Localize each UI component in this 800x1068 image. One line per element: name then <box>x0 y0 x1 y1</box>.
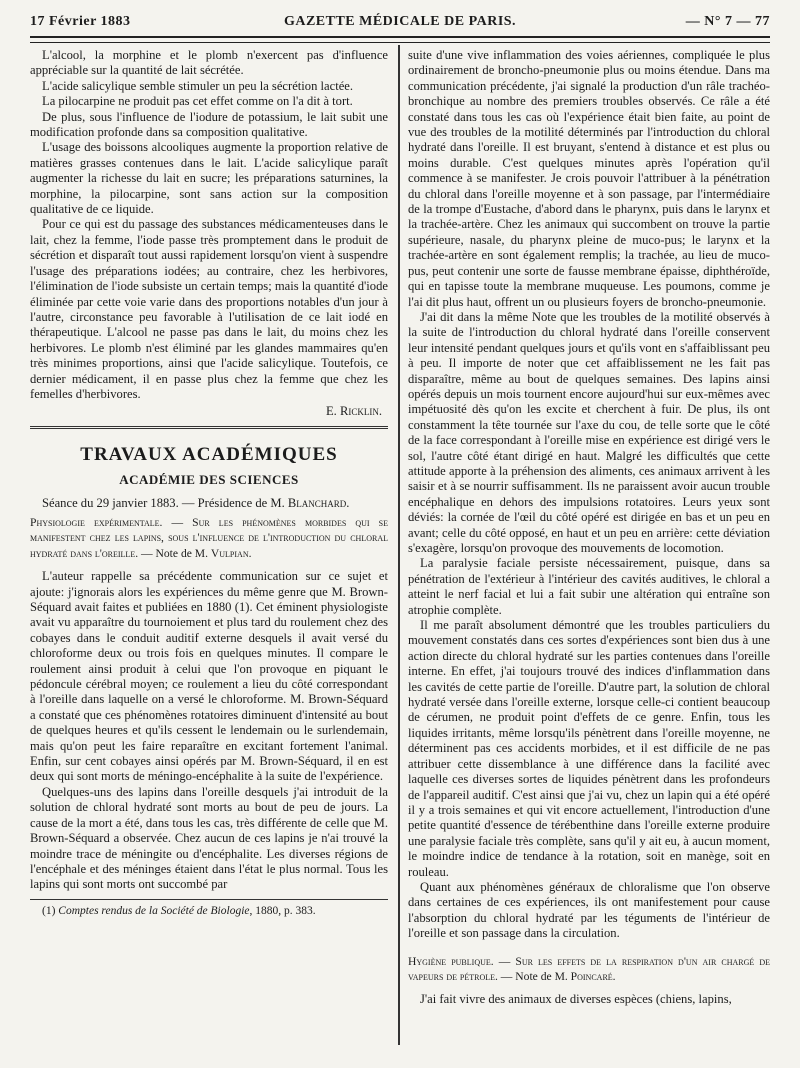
header-page-number: — N° 7 — 77 <box>685 14 770 29</box>
article-author: Vulpian. <box>210 546 252 560</box>
footnote <box>30 904 388 919</box>
paragraph: Il me paraît absolument démontré que les troubles particuliers du mouvement constatés dans ces sortes d'expériences sont bien dus à une action directe du chloral hydraté sur les parties contenues dans l'oreille interne. En effet, j'ai toujours trouvé des indices d'inflammation dans les cavités de cette partie de l'oreille. D'autre part, la solution de chloral hydraté versée dans l'oreille externe, lorsque celle-ci contient beaucoup de cérumen, ne produit point d'effets de ce genre. Enfin, tous les liquides irritants, même lorsqu'ils pénètrent dans l'oreille moyenne, ne déterminent pas ces accidents morbides, et il est difficile de ne pas attribuer cette dissemblance à une différence dans la facilité avec laquelle ces diverses sortes de liquides pénètrent dans les profondeurs de l'appareil auditif. C'est ainsi que j'ai vu, chez un lapin qui a été opéré il y a trois semaines et qui vit encore actuellement, l'introduction d'une petite quantité d'essence de térébenthine dans l'oreille externe produire une paralysie faciale très complète, sans qu'il y ait eu, à aucun moment, le moindre indice de tendance à la rotation, soit en manège, soit en rouleau. <box>408 618 770 879</box>
paragraph: De plus, sous l'influence de l'iodure de potassium, le lait subit une modification profonde dans sa composition qualitative. <box>30 109 388 140</box>
article-heading <box>408 954 770 985</box>
paragraph: Pour ce qui est du passage des substances médicamenteuses dans le lait, chez la femme, l'iode passe très promptement dans le produit de sécrétion et disparaît tout aussi rapidement lorsqu'on vient à suspendre l'usage des préparations iodées; au contraire, chez les herbivores, l'élimination de l'iode subsiste un certain temps; mais la quantité d'iode éliminée par cette voie varie dans des proportions notables d'un jour à l'autre, circonstance peu favorable à l'utilisation de ce lait iodé en thérapeutique. L'alcool ne passe pas dans le lait, du moins chez les herbivores. Le plomb n'est éliminé par les glandes mammaires qu'en très minimes proportions, ainsi que l'acide salicylique. Toutefois, ce dernier médicament, il en passe plus chez la femme que chez les femelles d'herbivores. <box>30 217 388 401</box>
spacer <box>408 942 770 950</box>
footnote-marker: (1) <box>42 904 59 917</box>
academy-heading: ACADÉMIE DES SCIENCES <box>119 472 299 488</box>
paragraph: Quelques-uns des lapins dans l'oreille desquels j'ai introduit de la solution de chloral hydraté sont morts au bout de peu de jours. La cause de la mort a été, dans tous les cas, très différente de celle que M. Brown-Séquard a observée. Chez aucun de ces lapins je n'ai trouvé la moindre trace de méningite ou d'encéphalite. Les diverses régions de l'encéphale et des méninges étaient dans l'état le plus normal. Tous les lapins qui sont morts ont succombé par <box>30 784 388 892</box>
article-category: Hygiène publique. <box>408 954 494 968</box>
article-author: Poincaré. <box>570 969 616 983</box>
paragraph: J'ai fait vivre des animaux de diverses espèces (chiens, lapins, <box>420 992 732 1007</box>
paragraph: L'usage des boissons alcooliques augmente la proportion relative de matières grasses contenues dans le lait. L'acide salicylique paraît augmenter la richesse du lait en sucre; les préparations saturnines, la morphine, la pilocarpine, sont sans action sur la composition qualitative de ce liquide. <box>30 140 388 217</box>
footnote-rule <box>30 899 388 900</box>
paragraph: L'auteur rappelle sa précédente communication sur ce sujet et ajoute: j'ignorais alors les expériences du même genre que M. Brown-Séquard avait faites et publiées en 1880 (1). Cet éminent physiologiste avait vu apparaître du tournoiement et plus tard du roulement chez des cobayes dans le conduit auditif externe desquels il avait versé du chloroforme deux ou trois fois en quelques minutes. Il compare le roulement ainsi produit à celui que l'on provoque en piquant le pédoncule cérébral moyen; ce roulement a lieu du côté correspondant à l'oreille dans laquelle on a versé le chloroforme. M. Brown-Séquard a constaté que ces phénomènes rotatoires diminuent d'intensité au bout de quelques heures et qu'ils cessent le lendemain ou le surlendemain, mais qu'on peut les faire reparaître en excitant fortement l'animal. Enfin, sur cent cobayes ainsi opérés par M. Brown-Séquard, il en est deux qui sont morts de méningo-encéphalite à la suite de l'expérience. <box>30 569 388 784</box>
footnote-title: Comptes rendus de la Société de Biologie <box>58 904 250 917</box>
section-rule <box>30 426 388 429</box>
article-category: Physiologie expérimentale. <box>30 515 163 529</box>
article-note-label: — Note de M. <box>500 969 571 983</box>
page-header <box>30 14 770 34</box>
paragraph: Quant aux phénomènes généraux de chloralisme que l'on observe dans certaines de ces expériences, ils ont manifestement pour cause l'absorption du chloral hydraté par les téguments de l'intérieur de l'oreille et son passage dans la circulation. <box>408 879 770 941</box>
session-text: Séance du 29 janvier 1883. — Présidence de M. <box>42 495 288 510</box>
footnote-reference: , 1880, p. 383. <box>249 904 316 917</box>
article-heading <box>30 515 388 561</box>
header-title: GAZETTE MÉDICALE DE PARIS. <box>283 14 517 29</box>
right-column <box>408 48 770 1060</box>
section-title: TRAVAUX ACADÉMIQUES <box>80 443 338 465</box>
session-line <box>30 496 388 511</box>
column-separator <box>398 45 400 1045</box>
paragraph: J'ai dit dans la même Note que les troubles de la motilité observés à la suite de l'introduction du chloral hydraté dans l'oreille conservent leur intensité pendant quelques jours et qu'ils vont en s'affaiblissant peu à peu. Il importe de noter que cet affaiblissement ne les fait pas disparaître, même au bout de quelques semaines. Des lapins ainsi opérés depuis un mois tournent encore aujourd'hui sur eux-mêmes avec impétuosité dès qu'on les excite et cherchent à fuir. De plus, ils ont constamment la tête tournée sur l'axe du cou, de telle sorte que le côté de la face correspondant à l'oreille mise en expérience est dirigé vers le sol, l'autre côté étant dirigé en haut. Malgré les difficultés que cette attitude apporte à la préhension des aliments, ces animaux arrivent à les saisir et à se nourrir suffisamment. Ils ne paraissent avoir aucun trouble encéphalique en dehors des impulsions rotatoires. Leurs yeux sont déviés: la cornée de l'œil du côté opéré est dirigée en bas et un peu en avant; celle du côté opposé, en haut et un peu en arrière: cette déviation s'exagère, lorsqu'on provoque des mouvements de locomotion. <box>408 309 770 555</box>
article-note-label: — Note de M. <box>141 546 211 560</box>
left-column <box>30 48 388 1060</box>
header-date: 17 Février 1883 <box>30 14 131 29</box>
author-signature: E. Ricklin. <box>325 404 382 419</box>
paragraph: L'alcool, la morphine et le plomb n'exercent pas d'influence appréciable sur la quantité de lait sécrétée. <box>30 48 388 78</box>
paragraph: La pilocarpine ne produit pas cet effet comme on l'a dit à tort. <box>42 94 353 109</box>
session-president: Blanchard. <box>287 495 350 510</box>
paragraph: suite d'une vive inflammation des voies aériennes, compliquée le plus ordinairement de broncho-pneumonie plus ou moins étendue. Dans ma communication précédente, j'ai signalé la production d'un râle trachéo-bronchique au nombre des premiers troubles observés. Ce râle a été constaté dans tous les cas où l'expérience était bien faite, au point de vue des troubles de la motilité déterminés par l'introduction du chloral hydraté dans l'oreille. Il est bruyant, s'entend à distance et est plus ou moins durable. C'est quelques minutes après l'opération qu'il commence à se manifester. Je crois pouvoir l'attribuer à la pénétration du chloral dans l'oreille moyenne et à son passage, par l'intermédiaire de la trompe d'Eustache, d'abord dans le pharynx, puis dans le larynx et la trachée-artère. Chez les animaux qui succombent on trouve la partie supérieure, nasale, du pharynx pleine de muco-pus; le larynx et la trachée-artère en sont également remplis; la trachée, au lieu de muco-pus, peut contenir une sorte de fausse membrane épaisse, diphthéroïde, qui en tapisse toute la membrane muqueuse. Les poumons, comme je l'ai dit plus haut, offrent un ou plusieurs foyers de broncho-pneumonie. <box>408 48 770 309</box>
paragraph: La paralysie faciale persiste nécessairement, puisque, dans sa pénétration de l'extérieur à l'intérieur des cavités auditives, le chloral a atteint le nerf facial et lui a fait subir une altération qui entraîne son atrophie complète. <box>408 556 770 617</box>
paragraph: L'acide salicylique semble stimuler un peu la sécrétion lactée. <box>42 78 354 93</box>
header-rule <box>30 36 770 43</box>
article-title: — Sur les phénomènes morbides qui se manifestent chez les lapins, sous l'influence de l'introduction du chloral hydraté dans l'oreille. <box>30 515 388 560</box>
article-title: — Sur les effets de la respiration d'un air chargé de vapeurs de pétrole. <box>408 954 770 983</box>
